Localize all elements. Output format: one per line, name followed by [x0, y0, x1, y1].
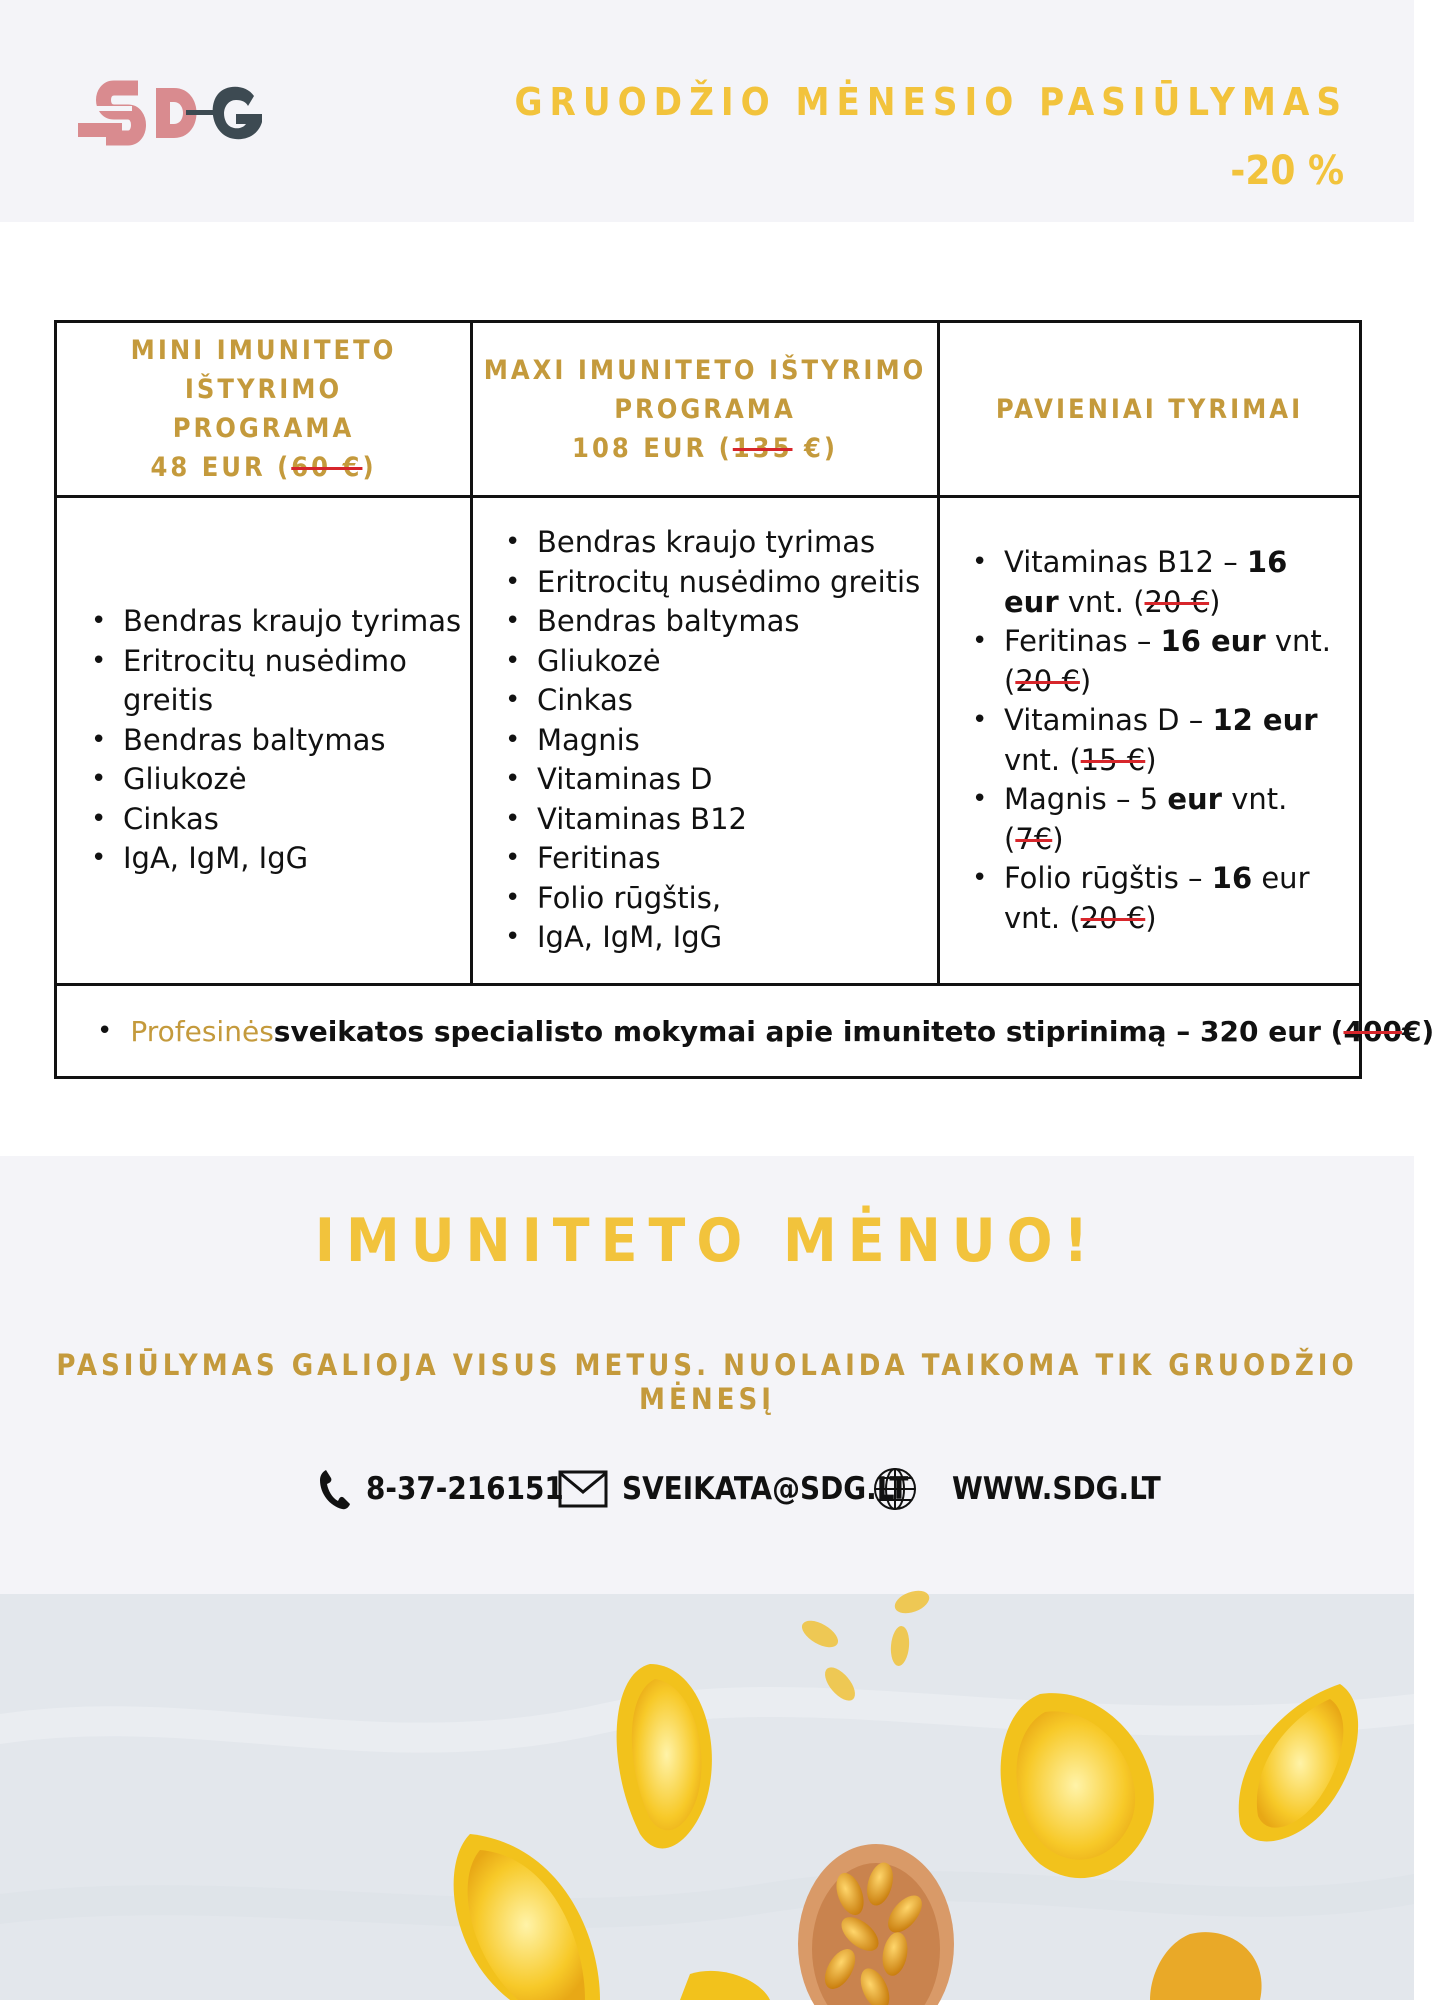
list-item: • Cinkas: [499, 681, 920, 721]
maxi-title-line2: PROGRAMA: [614, 393, 796, 425]
list-item: • Feritinas: [499, 839, 920, 879]
mini-program-list: [85, 602, 470, 879]
contact-website[interactable]: [872, 1464, 1161, 1514]
phone-icon: [318, 1468, 352, 1510]
header-band: [0, 0, 1414, 222]
single-tests-title: PAVIENIAI TYRIMAI: [995, 393, 1304, 425]
mini-title-line1: MINI IMUNITETO IŠTYRIMO: [130, 335, 397, 405]
single-tests-list: [966, 543, 1349, 938]
maxi-price: 108 EUR (135 €): [572, 432, 838, 464]
training-old-price: 400: [1343, 1014, 1402, 1048]
single-tests-cell: [940, 498, 1359, 983]
price-table: [54, 320, 1434, 1079]
mini-old-price: 60 €: [291, 452, 363, 483]
list-item: • IgA, IgM, IgG: [499, 918, 920, 958]
list-item: • Vitaminas D: [499, 760, 920, 800]
list-item: • Eritrocitų nusėdimo greitis: [85, 642, 470, 721]
envelope-icon: [558, 1470, 608, 1508]
email-address: SVEIKATA@SDG.LT: [622, 1471, 909, 1507]
maxi-old-price: 135: [732, 432, 793, 464]
list-item: • Vitaminas B12: [499, 800, 920, 840]
list-item: • Gliukozė: [85, 760, 470, 800]
list-item: • Magnis: [499, 721, 920, 761]
header-maxi-program: [473, 323, 937, 495]
mini-price: 48 EUR (60 €): [150, 452, 377, 483]
list-item: • Bendras baltymas: [85, 721, 470, 761]
promo-title: IMUNITETO MĖNUO!: [314, 1206, 1100, 1276]
maxi-program-list: [499, 523, 920, 958]
maxi-program-cell: [473, 498, 937, 983]
list-item: • Magnis – 5 eur vnt. (7€): [966, 780, 1349, 859]
list-item: • Vitaminas D – 12 eur vnt. (15 €): [966, 701, 1349, 780]
list-item: • IgA, IgM, IgG: [85, 839, 470, 879]
list-item: • Bendras kraujo tyrimas: [499, 523, 920, 563]
globe-icon: [872, 1466, 918, 1512]
contact-bar: [0, 1464, 1414, 1514]
promo-band: [0, 1156, 1414, 1594]
training-text: sveikatos specialisto mokymai apie imuniteto stiprinimą – 320 eur (: [273, 1014, 1344, 1048]
header-single-tests: [940, 323, 1359, 495]
offer-discount: -20 %: [1230, 148, 1344, 194]
offer-title: GRUODŽIO MĖNESIO PASIŪLYMAS: [514, 80, 1348, 124]
contact-email[interactable]: [558, 1464, 908, 1514]
phone-number: 8-37-216151: [366, 1471, 564, 1507]
list-item: • Gliukozė: [499, 642, 920, 682]
training-highlight: Profesinės: [130, 1014, 274, 1048]
list-item: • Folio rūgštis,: [499, 879, 920, 919]
sdg-logo: [78, 80, 268, 146]
list-item: • Bendras baltymas: [499, 602, 920, 642]
list-item: • Eritrocitų nusėdimo greitis: [499, 563, 920, 603]
lemons-capsules-photo: [0, 1594, 1414, 2000]
maxi-title-line1: MAXI IMUNITETO IŠTYRIMO: [483, 354, 927, 386]
contact-phone[interactable]: [318, 1464, 564, 1514]
list-item: • Feritinas – 16 eur vnt. (20 €): [966, 622, 1349, 701]
training-offer-row: • Profesinės sveikatos specialisto mokymai apie imuniteto stiprinimą – 320 eur ( 400 €): [97, 1014, 1434, 1048]
list-item: • Vitaminas B12 – 16 eur vnt. (20 €): [966, 543, 1349, 622]
list-item: • Bendras kraujo tyrimas: [85, 602, 470, 642]
mini-program-cell: [57, 498, 470, 983]
list-item: • Cinkas: [85, 800, 470, 840]
list-item: • Folio rūgštis – 16 eur vnt. (20 €): [966, 859, 1349, 938]
promo-subtitle: PASIŪLYMAS GALIOJA VISUS METUS. NUOLAIDA TAIKOMA TIK GRUODŽIO MĖNESĮ: [56, 1348, 1358, 1416]
header-mini-program: [57, 323, 470, 495]
website-url: WWW.SDG.LT: [952, 1471, 1161, 1507]
mini-title-line2: PROGRAMA: [172, 413, 355, 444]
